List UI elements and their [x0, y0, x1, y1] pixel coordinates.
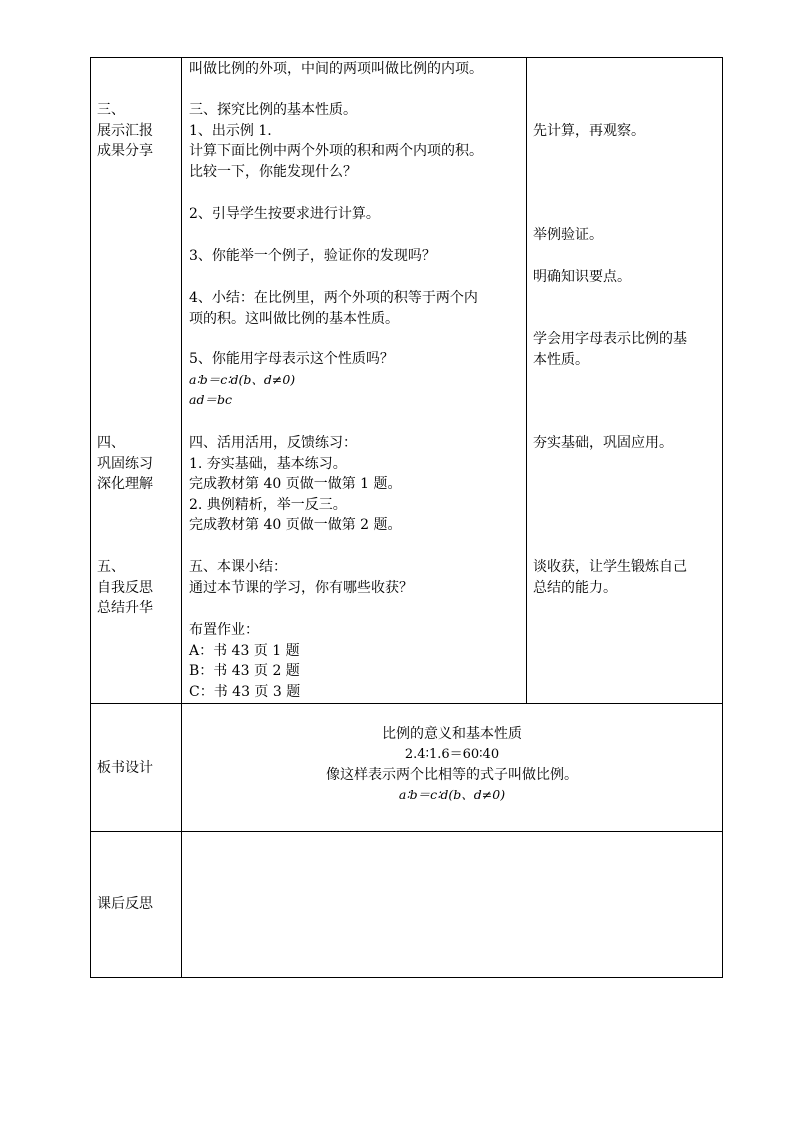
student-activity-note: 谈收获，让学生锻炼自己 总结的能力。: [533, 559, 687, 596]
formula-line: a∶b＝c∶d(b、d≠0): [189, 371, 296, 387]
stage-label-line: 四、: [97, 435, 125, 451]
stage-label-line: 五、: [97, 559, 125, 575]
table-divider: [181, 58, 182, 977]
student-activity-note: 举例验证。: [533, 227, 603, 243]
table-divider: [526, 58, 527, 703]
stage-label-4: [97, 433, 153, 495]
stage-label-line: 深化理解: [97, 476, 153, 492]
student-activity-note: 夯实基础，巩固应用。: [533, 435, 673, 451]
stage-label-line: 总结升华: [97, 600, 153, 616]
student-activity-note: 先计算，再观察。: [533, 123, 645, 139]
section-5-block: 五、本课小结： 通过本节课的学习，你有哪些收获？: [189, 559, 413, 596]
board-design-content: [182, 724, 722, 806]
section-3-block: 三、探究比例的基本性质。 1、出示例 1. 计算下面比例中两个外项的积和两个内项的积。 比较一下，你能发现什么？: [189, 102, 483, 180]
table-divider: [91, 831, 722, 832]
board-title: 比例的意义和基本性质: [382, 726, 522, 742]
stage-label-line: 展示汇报: [97, 122, 153, 139]
board-definition: 像这样表示两个比相等的式子叫做比例。: [326, 767, 578, 783]
board-design-label: 板书设计: [97, 760, 153, 776]
step-5: 5、你能用字母表示这个性质吗？ a∶b＝c∶d(b、d≠0) ad＝bc: [189, 349, 394, 411]
teaching-process-top-line: 叫做比例的外项，中间的两项叫做比例的内项。: [189, 61, 483, 77]
reflection-label: 课后反思: [97, 896, 153, 912]
stage-label-line: 自我反思: [97, 579, 153, 596]
stage-label-line: 成果分享: [97, 143, 153, 159]
step-3: 3、你能举一个例子，验证你的发现吗？: [189, 248, 436, 264]
step-2: 2、引导学生按要求进行计算。: [189, 206, 380, 222]
stage-label-3: [97, 100, 153, 162]
lesson-table: [90, 57, 723, 978]
step-4: 4、小结：在比例里，两个外项的积等于两个内 项的积。这叫做比例的基本性质。: [189, 290, 478, 327]
table-divider: [91, 703, 722, 704]
stage-label-5: [97, 557, 153, 619]
board-example: 2.4∶1.6＝60∶40: [404, 746, 500, 762]
student-activity-note: 明确知识要点。: [533, 269, 631, 285]
section-4-block: 四、活用活用，反馈练习： 1. 夯实基础，基本练习。 完成教材第 40 页做一做第 1 题。 2. 典例精析，举一反三。 完成教材第 40 页做一做第 2 题。: [189, 435, 402, 533]
student-activity-note: 学会用字母表示比例的基 本性质。: [533, 331, 687, 368]
board-formula: a∶b＝c∶d(b、d≠0): [398, 786, 506, 802]
formula-line: ad＝bc: [189, 392, 232, 407]
stage-label-line: 巩固练习: [97, 455, 153, 472]
homework-block: 布置作业： A：书 43 页 1 题 B：书 43 页 2 题 C：书 43 页 3 题: [189, 622, 301, 700]
stage-label-line: 三、: [97, 102, 125, 118]
